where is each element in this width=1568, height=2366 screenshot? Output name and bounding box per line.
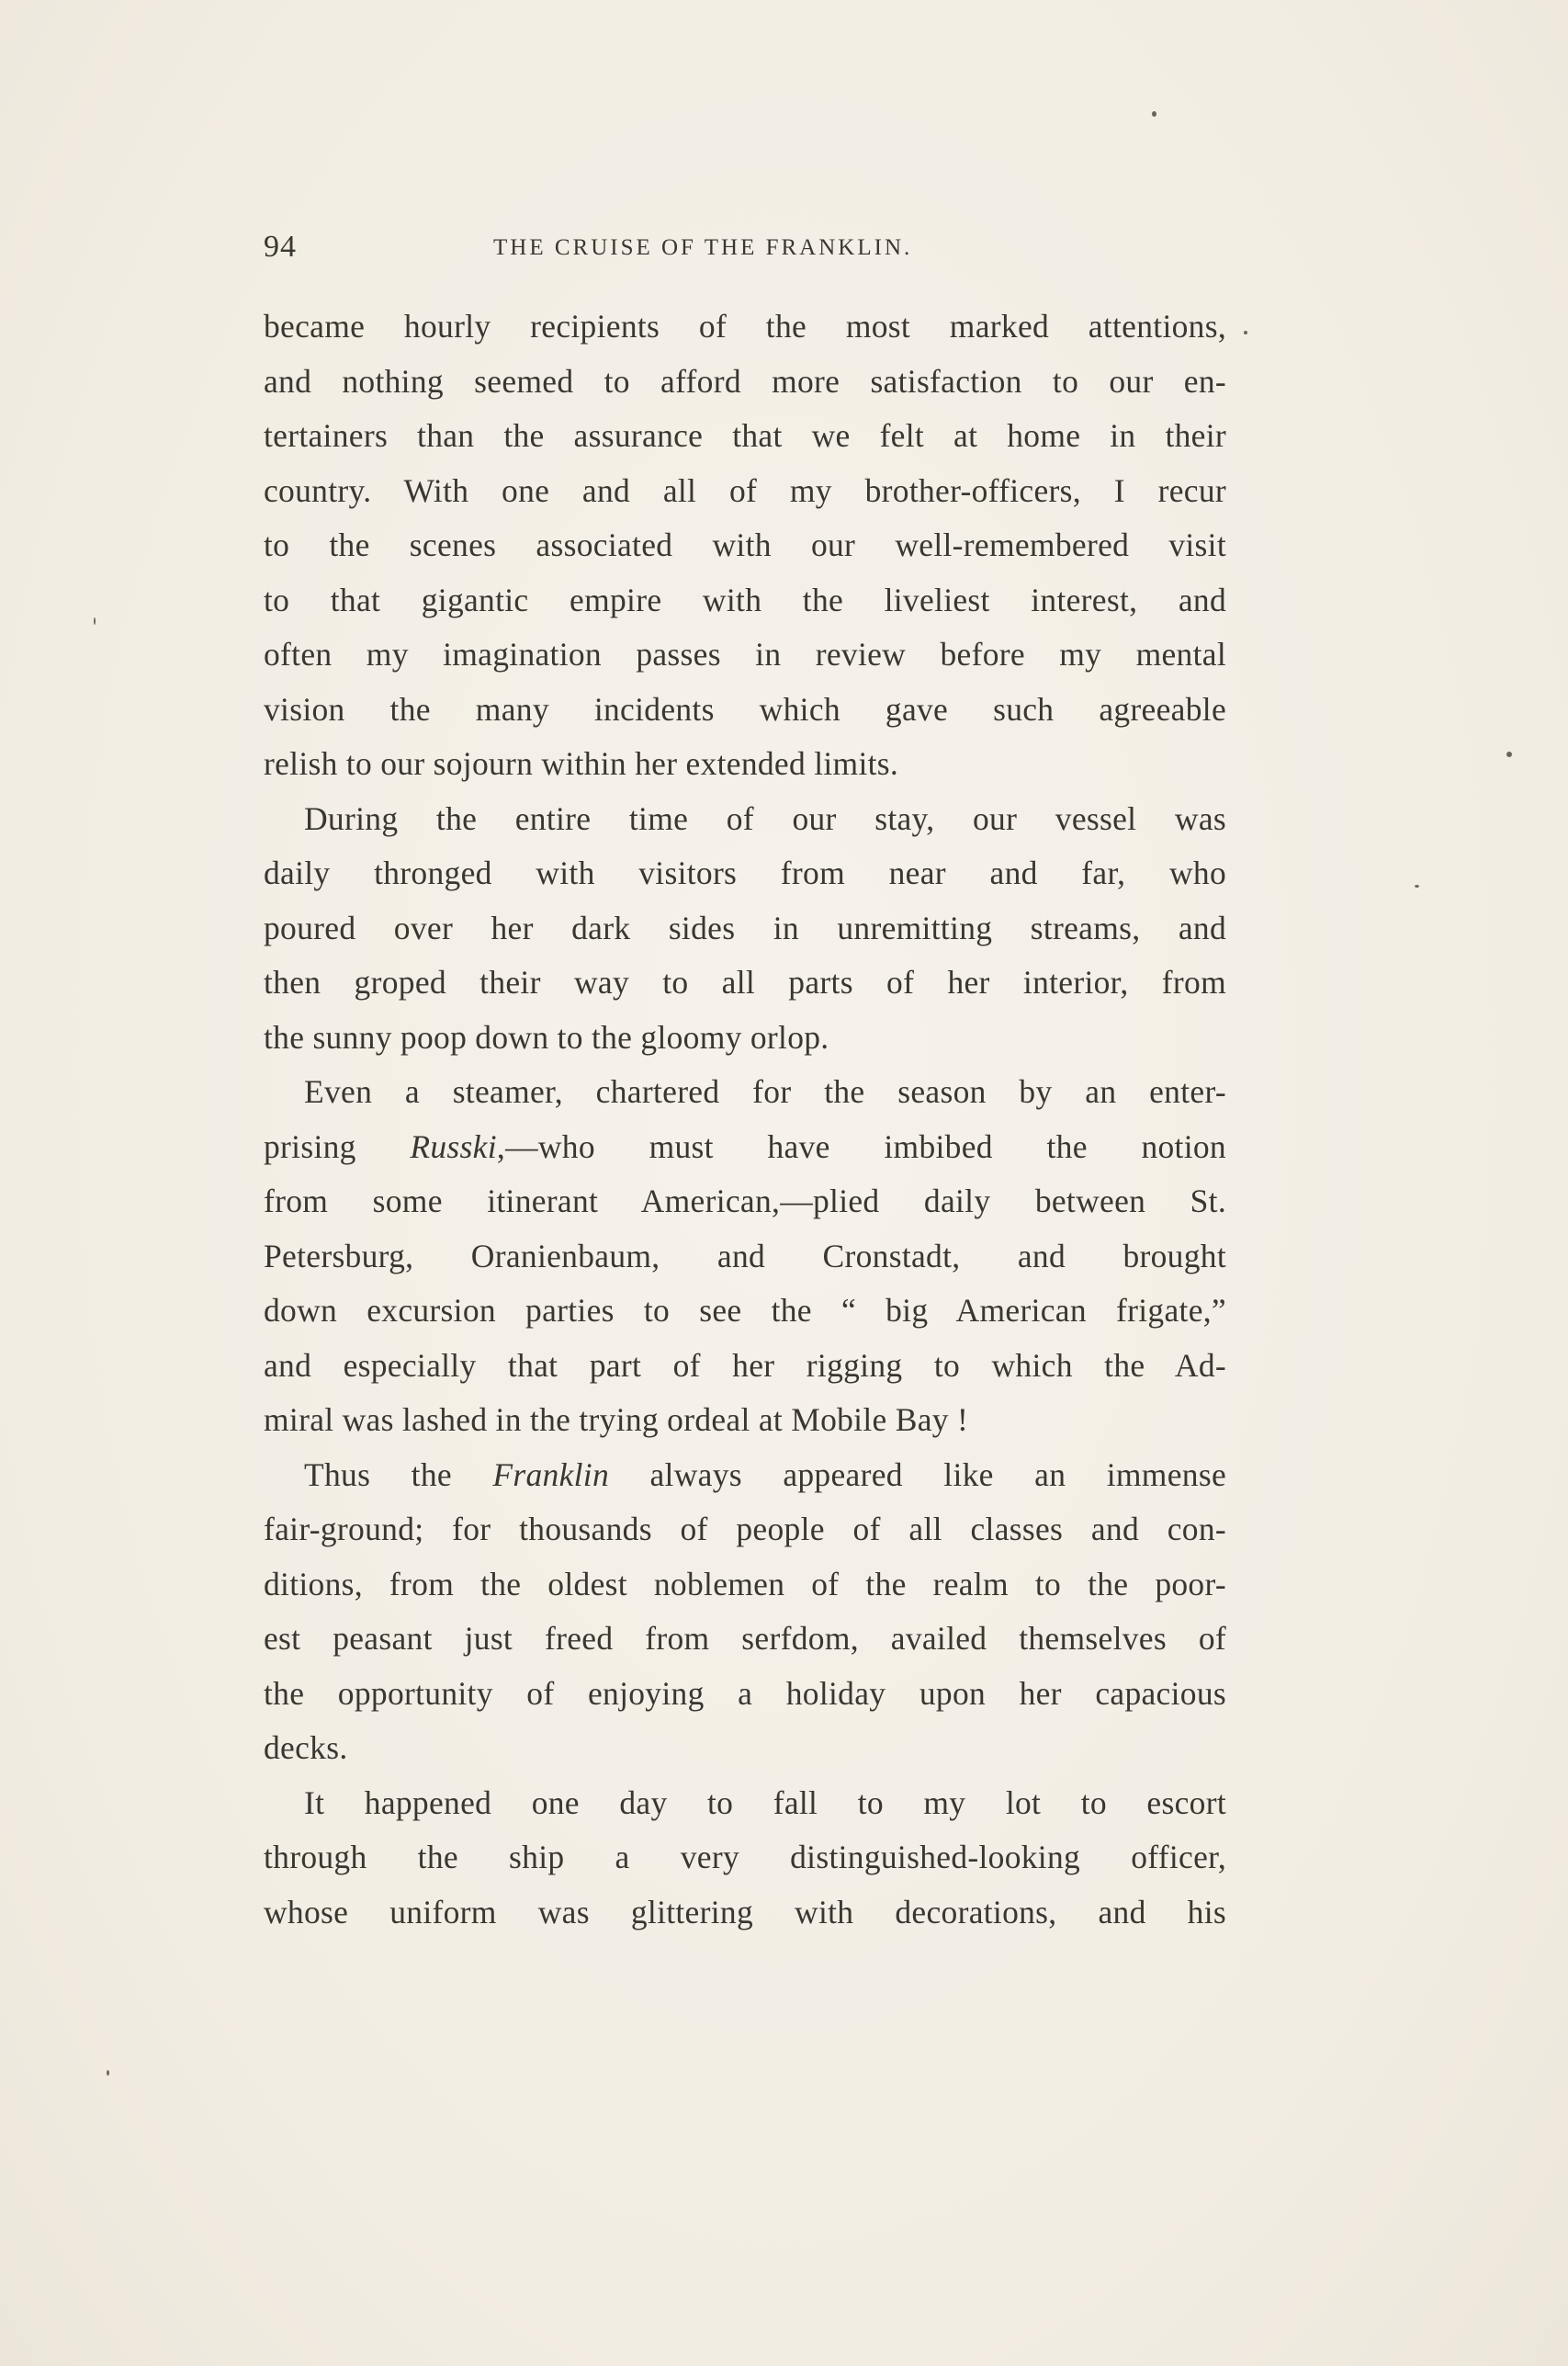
running-title: THE CRUISE OF THE FRANKLIN. xyxy=(493,235,913,260)
paper-speck xyxy=(1415,885,1419,888)
text-line: from some itinerant American,—plied daily between St. xyxy=(264,1183,1226,1219)
page-number: 94 xyxy=(264,230,297,264)
paper-speck xyxy=(94,617,96,625)
text-line: est peasant just freed from serfdom, availed themselves of xyxy=(264,1620,1226,1657)
text-line: vision the many incidents which gave such agreeable xyxy=(264,690,1226,728)
text-line: ditions, from the oldest noblemen of the realm to the poor- xyxy=(264,1565,1226,1602)
text-line: to the scenes associated with our well-remembered visit xyxy=(264,526,1226,563)
paragraph-first-line: During the entire time of our stay, our vessel was xyxy=(304,799,1226,837)
paragraph-first-line: It happened one day to fall to my lot to escort xyxy=(304,1783,1226,1821)
text-line: then groped their way to all parts of her interior, from xyxy=(264,964,1226,1001)
paragraph-first-line: Even a steamer, chartered for the season by an enter- xyxy=(304,1073,1226,1110)
text-line: down excursion parties to see the “ big American frigate,” xyxy=(264,1292,1226,1329)
text-line: and nothing seemed to afford more satisfaction to our en- xyxy=(264,362,1226,400)
text-line: whose uniform was glittering with decorations, and his xyxy=(264,1893,1226,1930)
text-line: and especially that part of her rigging to which the Ad- xyxy=(264,1346,1226,1384)
body-text xyxy=(264,300,1226,1940)
italic-word: Russki xyxy=(410,1127,497,1165)
line-text: Thus the xyxy=(304,1455,493,1493)
line-text: ,—who must have imbibed the notion xyxy=(496,1127,1226,1165)
text-line: the sunny poop down to the gloomy orlop. xyxy=(264,1018,829,1056)
paragraph-first-line xyxy=(264,1448,1226,1503)
text-line: relish to our sojourn within her extended limits. xyxy=(264,745,899,782)
paper-speck xyxy=(107,2070,109,2076)
text-line: daily thronged with visitors from near and far, who xyxy=(264,855,1226,891)
text-line xyxy=(264,1120,1226,1175)
text-line: miral was lashed in the trying ordeal at Mobile Bay ! xyxy=(264,1401,969,1438)
text-line: often my imagination passes in review before my mental xyxy=(264,636,1226,673)
line-text: always appeared like an immense xyxy=(609,1455,1226,1493)
text-line: poured over her dark sides in unremitting streams, and xyxy=(264,909,1226,946)
text-line: fair-ground; for thousands of people of all classes and con- xyxy=(264,1511,1226,1547)
text-line: decks. xyxy=(264,1729,348,1766)
italic-word: Franklin xyxy=(492,1455,610,1493)
text-line: the opportunity of enjoying a holiday upon her capacious xyxy=(264,1674,1226,1712)
line-text: prising xyxy=(264,1127,411,1165)
text-line: to that gigantic empire with the liveliest interest, and xyxy=(264,581,1226,618)
paper-speck xyxy=(1506,752,1512,757)
text-line: through the ship a very distinguished-looking officer, xyxy=(264,1839,1226,1875)
text-line: tertainers than the assurance that we felt at home in their xyxy=(264,417,1226,454)
running-head xyxy=(264,230,1228,270)
paper-speck xyxy=(1244,331,1247,334)
text-line: country. With one and all of my brother-officers, I recur xyxy=(264,471,1226,509)
text-line: Petersburg, Oranienbaum, and Cronstadt, and brought xyxy=(264,1237,1226,1274)
paper-speck xyxy=(1152,111,1156,117)
text-line: became hourly recipients of the most marked attentions, xyxy=(264,308,1226,345)
